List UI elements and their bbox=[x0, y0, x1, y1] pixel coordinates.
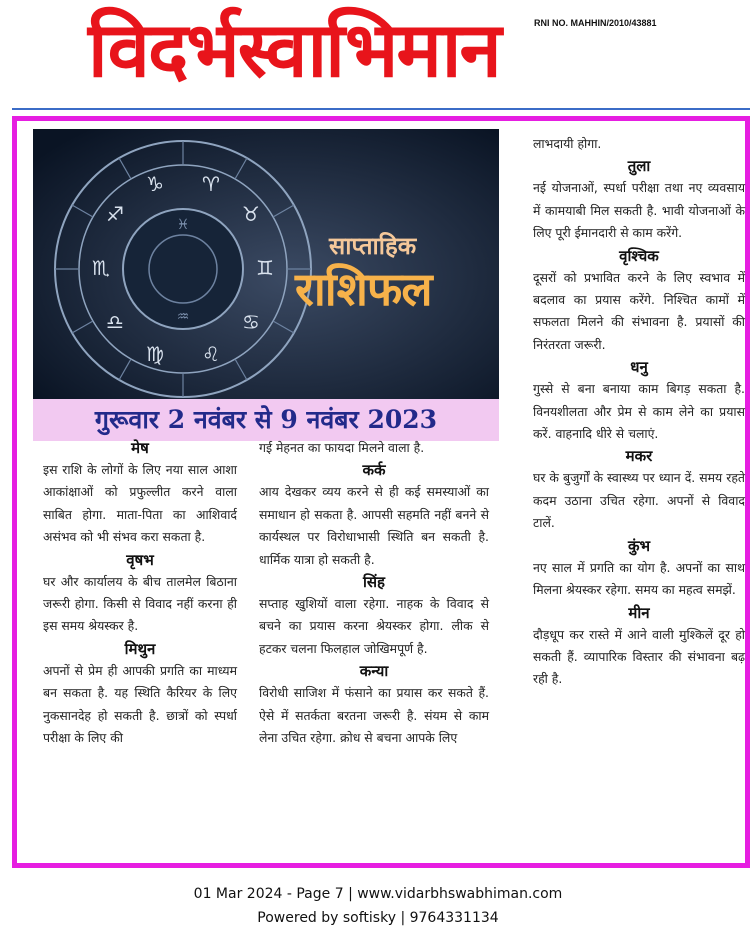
svg-text:♐: ♐ bbox=[106, 202, 124, 226]
sign-heading-dhanu: धनु bbox=[630, 358, 648, 377]
sign-heading-singh: सिंह bbox=[363, 573, 385, 592]
svg-text:♎: ♎ bbox=[106, 310, 124, 334]
sign-heading-mithun: मिथुन bbox=[124, 639, 156, 658]
sign-heading-kanya: कन्या bbox=[359, 662, 389, 681]
svg-text:♋: ♋ bbox=[242, 310, 260, 334]
article-frame bbox=[12, 116, 750, 868]
sign-heading-mesh: मेष bbox=[131, 439, 149, 457]
sign-text-makar: घर के बुजुर्गों के स्वास्थ्य पर ध्यान दें. समय रहते कदम उठाना उचित रहेगा. अपनों से विवाद टालें. bbox=[533, 470, 745, 531]
continued-text-kanya: लाभदायी होगा. bbox=[533, 136, 602, 151]
sign-text-kumbh: नए साल में प्रगति का योग है. अपनों का साथ मिलना श्रेयस्कर रहेगा. समय का महत्व समझें. bbox=[533, 559, 745, 598]
svg-text:♌: ♌ bbox=[202, 342, 220, 366]
rashifal-banner bbox=[33, 129, 499, 399]
svg-text:♈: ♈ bbox=[202, 172, 220, 196]
sign-heading-kumbh: कुंभ bbox=[627, 536, 651, 555]
sign-text-kanya: विरोधी साजिश में फंसाने का प्रयास कर सकते हैं. ऐसे में सतर्कता बरतना जरूरी है. संयम से काम लेना उचित रहेगा. क्रोध से बचना आपके लिए bbox=[259, 685, 489, 746]
sign-heading-kark: कर्क bbox=[362, 461, 386, 480]
sign-text-vrishabh: घर और कार्यालय के बीच तालमेल बिठाना जरूरी होगा. किसी से विवाद नहीं करना ही इस समय श्रेयस्कर है. bbox=[43, 573, 237, 634]
svg-text:♏: ♏ bbox=[92, 256, 110, 280]
svg-text:♓: ♓ bbox=[176, 217, 190, 233]
footer-credits: Powered by softisky | 9764331134 bbox=[257, 910, 499, 926]
sign-heading-makar: मकर bbox=[625, 447, 653, 466]
svg-text:♍: ♍ bbox=[146, 342, 164, 366]
sign-text-meen: दौड़धूप कर रास्ते में आने वाली मुश्किलें दूर हो सकती हैं. व्यापारिक विस्तार की संभावना बढ़ रही है. bbox=[533, 626, 745, 687]
sign-text-tula: नई योजनाओं, स्पर्धा परीक्षा तथा नए व्यवसाय में कामयाबी मिल सकती है. भावी योजनाओं के लिए पूरी ईमानदारी से काम करेंगे. bbox=[533, 180, 745, 241]
continued-text-mithun: गई मेहनत का फायदा मिलने वाला है. bbox=[259, 440, 425, 455]
date-range: गुरूवार 2 नवंबर से 9 नवंबर 2023 bbox=[33, 399, 499, 441]
svg-text:♒: ♒ bbox=[176, 309, 190, 325]
sign-text-mesh: इस राशि के लोगों के लिए नया साल आशा आकांक्षाओं को प्रफुल्लीत करने वाला साबित होगा. माता-पिता का आशिवार्द असंभव को भी संभव करा सकता है. bbox=[43, 462, 237, 545]
sign-text-vrishchik: दूसरों को प्रभावित करने के लिए स्वभाव में बदलाव का प्रयास करेंगे. निश्चित कामों में सफलता मिलने की संभावना है. प्रयासों की निरंतरता जरूरी. bbox=[533, 269, 745, 352]
newspaper-title: विदर्भस्वाभिमान bbox=[88, 5, 500, 94]
sign-heading-vrishabh: वृषभ bbox=[126, 550, 154, 569]
rni-number: RNI NO. MAHHIN/2010/43881 bbox=[534, 18, 657, 28]
svg-text:♊: ♊ bbox=[256, 256, 274, 280]
sign-text-dhanu: गुस्से से बना बनाया काम बिगड़ सकता है. विनयशीलता और प्रेम से काम लेने का प्रयास करें. वाहनादि धीरे से चलाएं. bbox=[533, 381, 745, 442]
sign-text-singh: सप्ताह खुशियों वाला रहेगा. नाहक के विवाद से बचने का प्रयास करना श्रेयस्कर होगा. लीक से हटकर चलना फिलहाल जोखिमपूर्ण है. bbox=[259, 596, 489, 656]
footer-page-info: 01 Mar 2024 - Page 7 | www.vidarbhswabhiman.com bbox=[193, 886, 563, 902]
column-2 bbox=[259, 437, 489, 749]
sign-heading-tula: तुला bbox=[627, 157, 651, 176]
masthead bbox=[0, 0, 756, 108]
banner-subtitle: साप्ताहिक bbox=[329, 232, 417, 260]
sign-text-mithun: अपनों से प्रेम ही आपकी प्रगति का माध्यम बन सकता है. यह स्थिति कैरियर के लिए नुकसानदेह हो सकती है. छात्रों को स्पर्धा परीक्षा के लिए की bbox=[43, 662, 237, 746]
column-3 bbox=[533, 133, 745, 691]
sign-heading-vrishchik: वृश्चिक bbox=[619, 246, 659, 265]
sign-heading-meen: मीन bbox=[628, 603, 650, 622]
svg-text:♉: ♉ bbox=[242, 202, 260, 226]
sign-text-kark: आय देखकर व्यय करने से ही कई समस्याओं का समाधान हो सकता है. आपसी सहमति नहीं बनने से कार्यस्थल पर विरोधाभासी स्थिति बन सकती है. धार्मिक यात्रा हो सकती है. bbox=[259, 484, 489, 567]
banner-title: राशिफल bbox=[295, 262, 432, 316]
column-1 bbox=[43, 437, 237, 749]
masthead-divider bbox=[12, 108, 750, 110]
svg-text:♑: ♑ bbox=[146, 172, 164, 196]
